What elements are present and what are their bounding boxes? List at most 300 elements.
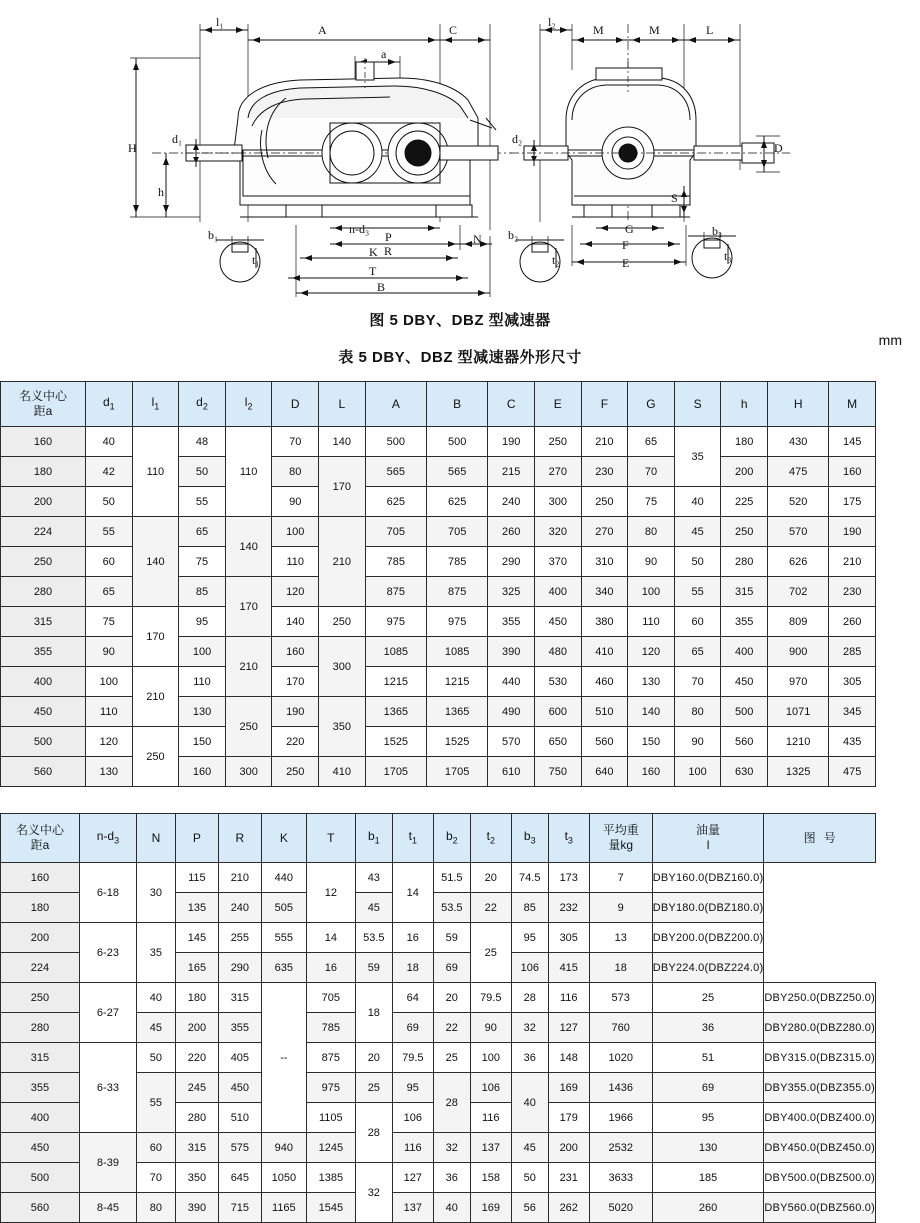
table-cell: 1020 <box>589 1043 652 1073</box>
table-cell: 210 <box>132 667 179 727</box>
table-cell: 355 <box>218 1013 261 1043</box>
table-cell: 70 <box>272 427 319 457</box>
table-cell: 355 <box>1 637 86 667</box>
table-cell: DBY355.0(DBZ355.0) <box>764 1073 876 1103</box>
table-cell: 48 <box>179 427 226 457</box>
table-cell: 220 <box>175 1043 218 1073</box>
label-P: P <box>385 230 392 244</box>
table-cell: 290 <box>488 547 535 577</box>
table-cell: 975 <box>306 1073 355 1103</box>
table-cell: DBY250.0(DBZ250.0) <box>764 983 876 1013</box>
figure-caption: 图 5 DBY、DBZ 型减速器 <box>369 312 551 329</box>
table-cell: 130 <box>86 757 133 787</box>
table-cell: 570 <box>488 727 535 757</box>
th-B: B <box>427 382 488 427</box>
table-cell: 1365 <box>365 697 426 727</box>
table-cell: 250 <box>1 983 80 1013</box>
table1-wrapper <box>0 381 920 787</box>
table-row <box>1 1193 876 1223</box>
table-cell: 280 <box>175 1103 218 1133</box>
table-cell: DBY400.0(DBZ400.0) <box>764 1103 876 1133</box>
table-cell: 140 <box>628 697 675 727</box>
table-row <box>1 1133 876 1163</box>
table-cell: 280 <box>1 577 86 607</box>
table-cell: 500 <box>721 697 768 727</box>
table-cell: 70 <box>628 457 675 487</box>
table-cell: 79.5 <box>470 983 511 1013</box>
table-cell: DBY560.0(DBZ560.0) <box>764 1193 876 1223</box>
table-cell: 250 <box>132 727 179 787</box>
table-cell: 560 <box>1 757 86 787</box>
table-cell: 106 <box>392 1103 433 1133</box>
table-cell: 280 <box>721 547 768 577</box>
table-cell: 500 <box>1 727 86 757</box>
table-cell: 1085 <box>427 637 488 667</box>
label-C: C <box>449 23 458 37</box>
table-cell: 630 <box>721 757 768 787</box>
table-cell: 240 <box>488 487 535 517</box>
th-d2: $d_2$ <box>179 382 226 427</box>
table-row <box>1 517 876 547</box>
table-cell: 53.5 <box>355 923 392 953</box>
th-l2: $l_2$ <box>225 382 272 427</box>
table-cell: 160 <box>272 637 319 667</box>
table-cell: 340 <box>581 577 628 607</box>
table-cell: 35 <box>136 923 175 983</box>
table-cell: 45 <box>674 517 721 547</box>
table-cell: 160 <box>829 457 876 487</box>
table-cell: 2532 <box>589 1133 652 1163</box>
table-cell: DBY180.0(DBZ180.0) <box>652 893 764 923</box>
table-cell: 179 <box>548 1103 589 1133</box>
table-cell: 110 <box>132 427 179 517</box>
table-cell: 55 <box>179 487 226 517</box>
table-cell: 100 <box>674 757 721 787</box>
table-row <box>1 923 876 953</box>
weights-table <box>0 813 876 1223</box>
table-cell: 13 <box>589 923 652 953</box>
label-R: R <box>384 244 393 258</box>
table-cell: 300 <box>225 757 272 787</box>
table-cell: 12 <box>306 863 355 923</box>
table-cell: 140 <box>319 427 366 457</box>
table-cell: 130 <box>179 697 226 727</box>
table-cell: 245 <box>175 1073 218 1103</box>
table-cell: 475 <box>768 457 829 487</box>
table-cell: 1966 <box>589 1103 652 1133</box>
table-cell: 210 <box>218 863 261 893</box>
th-S: S <box>674 382 721 427</box>
table-cell: 90 <box>674 727 721 757</box>
table2-wrapper <box>0 813 920 1223</box>
table-cell: 80 <box>674 697 721 727</box>
table-cell: 100 <box>470 1043 511 1073</box>
table-cell: 145 <box>829 427 876 457</box>
table-cell: 40 <box>674 487 721 517</box>
table-cell: 75 <box>628 487 675 517</box>
table-cell: 160 <box>628 757 675 787</box>
table-cell: 55 <box>86 517 133 547</box>
table-cell: 260 <box>829 607 876 637</box>
label-L: L <box>706 23 714 37</box>
th2-n-d3: $n-d_3$ <box>79 814 136 863</box>
table-cell: 20 <box>355 1043 392 1073</box>
th2-R: R <box>218 814 261 863</box>
table-cell: 400 <box>1 667 86 697</box>
table-cell: 510 <box>218 1103 261 1133</box>
table-cell: 290 <box>218 953 261 983</box>
th2-K: K <box>261 814 306 863</box>
table-cell: 450 <box>1 1133 80 1163</box>
table-cell: 215 <box>488 457 535 487</box>
table-row <box>1 1043 876 1073</box>
table-cell: 970 <box>768 667 829 697</box>
table-cell: 140 <box>272 607 319 637</box>
label-N: N <box>473 232 482 246</box>
table-cell: 28 <box>511 983 548 1013</box>
table-cell: 106 <box>470 1073 511 1103</box>
table-cell: 137 <box>470 1133 511 1163</box>
table-cell: 158 <box>470 1163 511 1193</box>
table-cell: 345 <box>829 697 876 727</box>
table-cell: 1210 <box>768 727 829 757</box>
table-cell: 32 <box>433 1133 470 1163</box>
table-cell: 95 <box>652 1103 764 1133</box>
table-cell: 210 <box>319 517 366 607</box>
table-cell: 705 <box>427 517 488 547</box>
table-cell: 210 <box>225 637 272 697</box>
table-cell: 285 <box>829 637 876 667</box>
th-center-distance: 名义中心 距a <box>1 382 86 427</box>
table-cell: 7 <box>589 863 652 893</box>
table-cell: 325 <box>488 577 535 607</box>
label-G: G <box>625 222 634 236</box>
table-row <box>1 637 876 667</box>
th2-weight: 平均重 量kg <box>589 814 652 863</box>
table-row <box>1 577 876 607</box>
table-cell: 45 <box>136 1013 175 1043</box>
table-cell: 240 <box>218 893 261 923</box>
table-cell: 1385 <box>306 1163 355 1193</box>
table-cell: 25 <box>652 983 764 1013</box>
table-cell: 270 <box>581 517 628 547</box>
table-cell: 16 <box>306 953 355 983</box>
table-cell: 440 <box>261 863 306 893</box>
table-cell: 1105 <box>306 1103 355 1133</box>
table-cell: 610 <box>488 757 535 787</box>
label-b2: b₂ <box>508 228 519 242</box>
th-h: h <box>721 382 768 427</box>
table-cell: 85 <box>511 893 548 923</box>
label-l1: l₁ <box>216 15 224 29</box>
table-cell: 480 <box>534 637 581 667</box>
table-cell: 22 <box>470 893 511 923</box>
table-cell: 36 <box>433 1163 470 1193</box>
table-cell: 232 <box>548 893 589 923</box>
table-cell: 40 <box>511 1073 548 1133</box>
table-cell: 250 <box>534 427 581 457</box>
table-cell: 165 <box>175 953 218 983</box>
table-cell: 40 <box>86 427 133 457</box>
table-cell: 50 <box>136 1043 175 1073</box>
table1-caption: 表 5 DBY、DBZ 型减速器外形尺寸 <box>338 349 582 366</box>
table-cell: 510 <box>581 697 628 727</box>
table-cell: 1215 <box>427 667 488 697</box>
table-cell: 6-23 <box>79 923 136 983</box>
label-a: a <box>381 47 387 61</box>
table-row <box>1 457 876 487</box>
table-cell: DBY160.0(DBZ160.0) <box>652 863 764 893</box>
table2-body <box>1 863 876 1223</box>
th-M: M <box>829 382 876 427</box>
table-cell: 130 <box>628 667 675 697</box>
table-cell: 75 <box>179 547 226 577</box>
table-cell: 22 <box>433 1013 470 1043</box>
table-cell: 500 <box>365 427 426 457</box>
table-cell: 300 <box>534 487 581 517</box>
table-cell: 570 <box>768 517 829 547</box>
table-cell: 560 <box>581 727 628 757</box>
table-cell: 140 <box>132 517 179 607</box>
table-cell: 169 <box>548 1073 589 1103</box>
th2-P: P <box>175 814 218 863</box>
table-cell: 70 <box>136 1163 175 1193</box>
table-cell: 640 <box>581 757 628 787</box>
table-row <box>1 727 876 757</box>
label-l2: l₂ <box>548 15 556 29</box>
table-cell: 65 <box>628 427 675 457</box>
table-cell: 35 <box>674 427 721 487</box>
table-cell: 940 <box>261 1133 306 1163</box>
table-cell: 100 <box>272 517 319 547</box>
table-cell: 390 <box>175 1193 218 1223</box>
th2-oil: 油量 l <box>652 814 764 863</box>
th-C: C <box>488 382 535 427</box>
table-cell: 305 <box>829 667 876 697</box>
table-cell: 225 <box>721 487 768 517</box>
table-cell: 116 <box>392 1133 433 1163</box>
table-cell: 573 <box>589 983 652 1013</box>
table-cell: 180 <box>1 893 80 923</box>
table-cell: 40 <box>433 1193 470 1223</box>
table-cell: 69 <box>433 953 470 983</box>
table-cell: 450 <box>534 607 581 637</box>
table-cell: 260 <box>652 1193 764 1223</box>
table-cell: 90 <box>272 487 319 517</box>
table-cell: 1545 <box>306 1193 355 1223</box>
table-cell: 390 <box>488 637 535 667</box>
table-cell: 200 <box>175 1013 218 1043</box>
table-cell: 127 <box>548 1013 589 1043</box>
table-cell: 200 <box>1 487 86 517</box>
table-cell: DBY200.0(DBZ200.0) <box>652 923 764 953</box>
label-B: B <box>377 280 386 294</box>
table-cell: 110 <box>272 547 319 577</box>
label-M2: M <box>649 23 660 37</box>
table-cell: 626 <box>768 547 829 577</box>
table-cell: 85 <box>179 577 226 607</box>
label-t3: t₃ <box>724 249 732 263</box>
table-cell: 80 <box>136 1193 175 1223</box>
table-cell: 785 <box>306 1013 355 1043</box>
table-cell: 55 <box>136 1073 175 1133</box>
table-cell: 36 <box>511 1043 548 1073</box>
th-L: L <box>319 382 366 427</box>
table-cell: 25 <box>470 923 511 983</box>
table-cell: 50 <box>674 547 721 577</box>
table-cell: 69 <box>652 1073 764 1103</box>
table-cell: 51.5 <box>433 863 470 893</box>
table-cell: 270 <box>534 457 581 487</box>
table-cell: 130 <box>652 1133 764 1163</box>
table-cell: DBY224.0(DBZ224.0) <box>652 953 764 983</box>
dimensions-table <box>0 381 876 787</box>
label-b3: b₃ <box>712 224 723 238</box>
table-cell: 380 <box>581 607 628 637</box>
table-cell: 70 <box>674 667 721 697</box>
table-cell: DBY450.0(DBZ450.0) <box>764 1133 876 1163</box>
table-cell: 250 <box>225 697 272 757</box>
table-cell: 28 <box>355 1103 392 1163</box>
table-cell: 520 <box>768 487 829 517</box>
table-cell: 5020 <box>589 1193 652 1223</box>
table-cell: 315 <box>1 607 86 637</box>
table-cell: 400 <box>534 577 581 607</box>
table-cell: 145 <box>175 923 218 953</box>
table-cell: 1071 <box>768 697 829 727</box>
table-cell: 250 <box>721 517 768 547</box>
table-cell: 255 <box>218 923 261 953</box>
table-cell: 55 <box>674 577 721 607</box>
table-cell: 645 <box>218 1163 261 1193</box>
table-cell: 430 <box>768 427 829 457</box>
table-cell: 60 <box>136 1133 175 1163</box>
th2-t3: $t_3$ <box>548 814 589 863</box>
table-row <box>1 547 876 577</box>
table-cell: 250 <box>272 757 319 787</box>
table-cell: 160 <box>1 427 86 457</box>
table-cell: 450 <box>218 1073 261 1103</box>
table-cell: 900 <box>768 637 829 667</box>
table-cell: 975 <box>427 607 488 637</box>
unit-label: mm <box>878 332 902 348</box>
table-cell: 14 <box>392 863 433 923</box>
table-cell: 440 <box>488 667 535 697</box>
table-cell: 450 <box>721 667 768 697</box>
table1-header-row <box>1 382 876 427</box>
table-cell: 40 <box>136 983 175 1013</box>
table-cell: 6-33 <box>79 1043 136 1133</box>
table-cell: 705 <box>306 983 355 1013</box>
table-cell: 190 <box>829 517 876 547</box>
table-cell: 262 <box>548 1193 589 1223</box>
table-cell: 400 <box>721 637 768 667</box>
table-cell: 715 <box>218 1193 261 1223</box>
table-cell: 600 <box>534 697 581 727</box>
label-E: E <box>622 256 630 270</box>
table-cell: 110 <box>225 427 272 517</box>
table-cell: 64 <box>392 983 433 1013</box>
table-cell: 650 <box>534 727 581 757</box>
table-cell: 355 <box>1 1073 80 1103</box>
label-T: T <box>369 264 377 278</box>
table-cell: 14 <box>306 923 355 953</box>
table-cell: 120 <box>628 637 675 667</box>
table-cell: 150 <box>179 727 226 757</box>
table-cell: 410 <box>581 637 628 667</box>
table-row <box>1 607 876 637</box>
table-cell: 565 <box>427 457 488 487</box>
table-cell: 170 <box>225 577 272 637</box>
table-cell: 60 <box>674 607 721 637</box>
label-D: D <box>774 141 783 155</box>
table-cell: 280 <box>1 1013 80 1043</box>
table-cell: 355 <box>488 607 535 637</box>
table-cell: 415 <box>548 953 589 983</box>
th2-t2: $t_2$ <box>470 814 511 863</box>
table-cell: 180 <box>1 457 86 487</box>
table-cell: 9 <box>589 893 652 923</box>
table-cell: 702 <box>768 577 829 607</box>
table-cell: 1525 <box>365 727 426 757</box>
table-cell: 490 <box>488 697 535 727</box>
table-cell: 1215 <box>365 667 426 697</box>
th2-drawing-no: 图号 <box>764 814 876 863</box>
table-cell: 90 <box>628 547 675 577</box>
table-cell: 200 <box>548 1133 589 1163</box>
table-cell: 300 <box>319 637 366 697</box>
table-cell: 224 <box>1 517 86 547</box>
table-cell: 65 <box>86 577 133 607</box>
table-cell: 69 <box>392 1013 433 1043</box>
th2-t1: $t_1$ <box>392 814 433 863</box>
table-cell: 60 <box>86 547 133 577</box>
table-cell: 90 <box>86 637 133 667</box>
table-row <box>1 487 876 517</box>
table-cell: 6-27 <box>79 983 136 1043</box>
table-cell: 65 <box>674 637 721 667</box>
table-cell: 231 <box>548 1163 589 1193</box>
table-cell: 875 <box>306 1043 355 1073</box>
table-cell: 315 <box>218 983 261 1013</box>
table-cell: 625 <box>427 487 488 517</box>
label-t2: t₂ <box>552 253 560 267</box>
table-cell: 75 <box>86 607 133 637</box>
table-cell: 450 <box>1 697 86 727</box>
table-cell: 315 <box>721 577 768 607</box>
table-cell: 350 <box>319 697 366 757</box>
th-d1: $d_1$ <box>86 382 133 427</box>
table-cell: 95 <box>179 607 226 637</box>
table-cell: 555 <box>261 923 306 953</box>
table-cell: 106 <box>511 953 548 983</box>
th-l1: $l_1$ <box>132 382 179 427</box>
table-cell: 200 <box>721 457 768 487</box>
table-cell: 30 <box>136 863 175 923</box>
label-n-d3: n-d₃ <box>349 222 370 236</box>
table1-body <box>1 427 876 787</box>
table-cell: 435 <box>829 727 876 757</box>
table-cell: 1325 <box>768 757 829 787</box>
table-cell: 150 <box>628 727 675 757</box>
table-cell: 110 <box>86 697 133 727</box>
table-cell: DBY280.0(DBZ280.0) <box>764 1013 876 1043</box>
table-cell: 50 <box>179 457 226 487</box>
th2-N: N <box>136 814 175 863</box>
table-cell: 370 <box>534 547 581 577</box>
label-K: K <box>369 245 378 259</box>
table-cell: 137 <box>392 1193 433 1223</box>
